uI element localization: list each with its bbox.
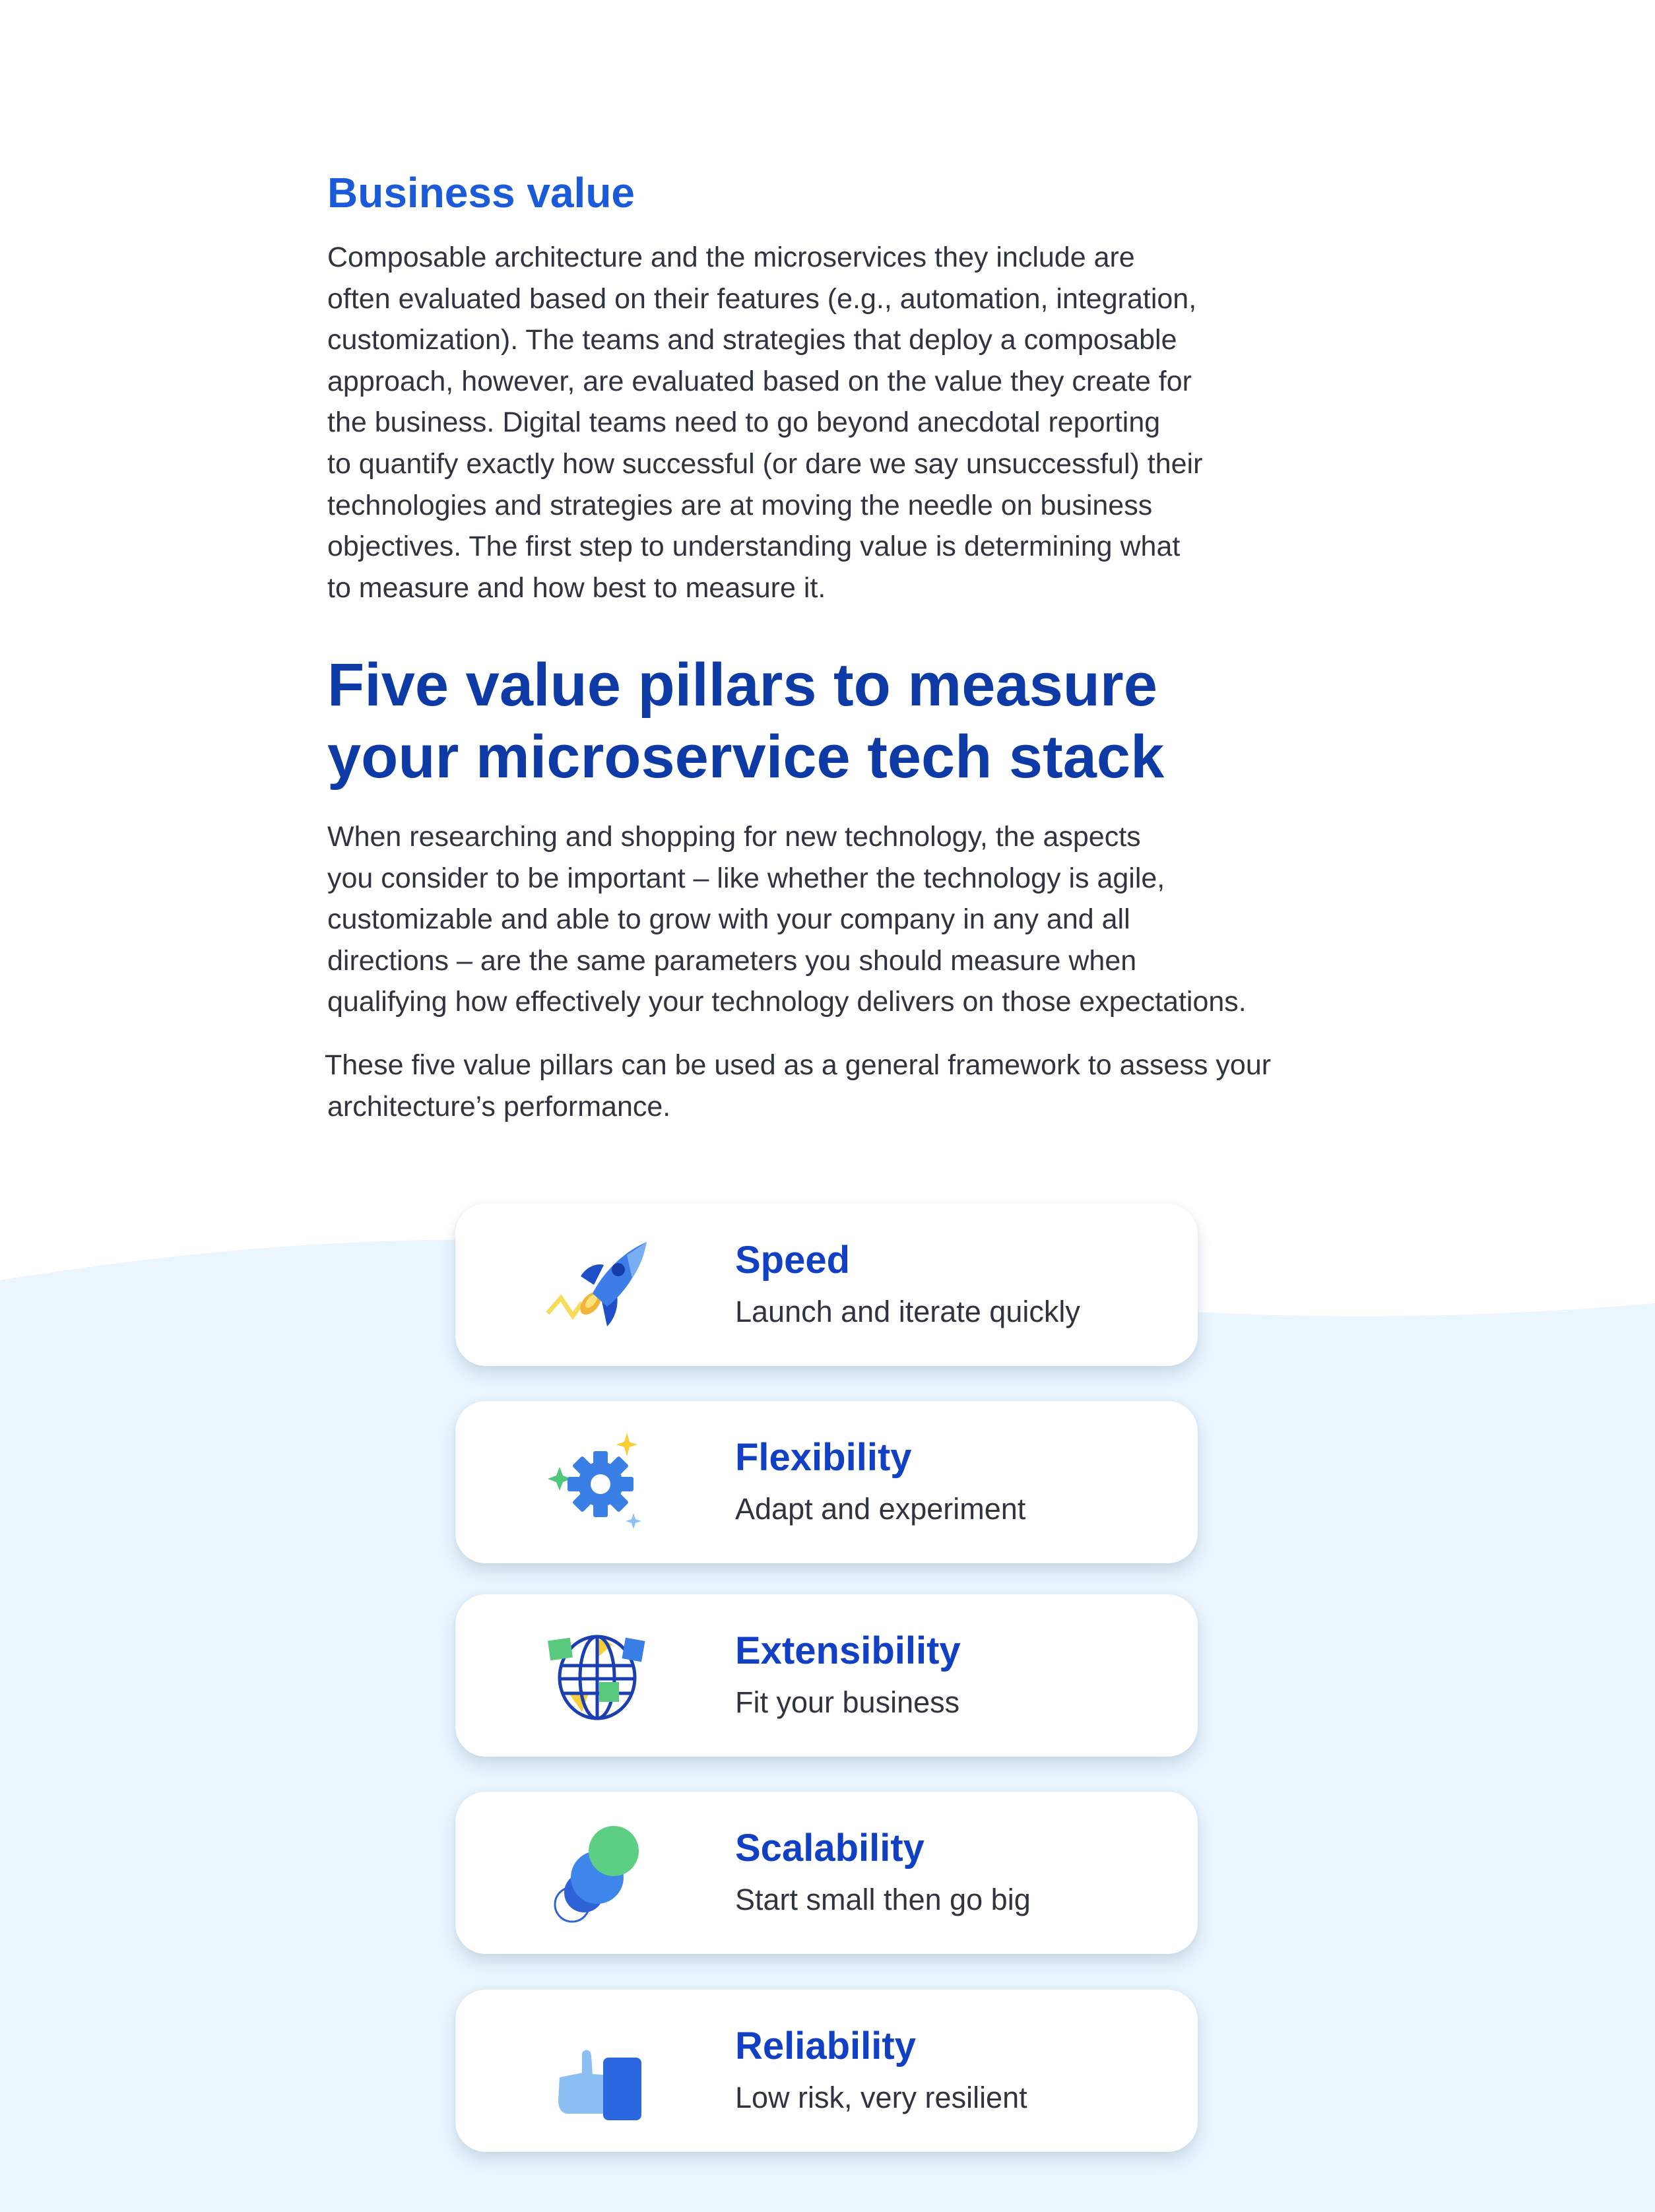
- pillars-intro-paragraph: [327, 816, 1247, 1023]
- business-value-heading: Business value: [327, 169, 635, 216]
- text-line: architecture’s performance.: [327, 1090, 671, 1122]
- text-line: customizable and able to grow with your company in any and all: [327, 903, 1130, 936]
- pillar-card-flexibility: [455, 1401, 1198, 1563]
- business-value-section: [327, 166, 635, 219]
- pillars-heading-line: your microservice tech stack: [327, 723, 1165, 791]
- text-line: These five value pillars can be used as a general framework to assess your: [325, 1049, 1272, 1081]
- pillar-title: Scalability: [735, 1827, 925, 1870]
- pillar-card-speed: [455, 1204, 1198, 1366]
- text-line: directions – are the same parameters you should measure when: [327, 944, 1137, 977]
- pillar-subtitle: Start small then go big: [735, 1883, 1031, 1916]
- pillar-card-extensibility: [455, 1594, 1198, 1757]
- text-line: qualifying how effectively your technology delivers on those expectations.: [327, 986, 1247, 1018]
- pillar-card-reliability: [455, 1990, 1198, 2152]
- text-line: the business. Digital teams need to go beyond anecdotal reporting: [327, 407, 1161, 439]
- text-line: to measure and how best to measure it.: [327, 571, 826, 604]
- pillar-subtitle: Adapt and experiment: [735, 1492, 1026, 1526]
- text-line: customization). The teams and strategies that deploy a composable: [327, 324, 1177, 356]
- pillar-title: Reliability: [735, 2025, 916, 2067]
- pillar-card-scalability: [455, 1792, 1198, 1954]
- text-line: objectives. The first step to understanding value is determining what: [327, 531, 1181, 563]
- pillar-title: Speed: [735, 1239, 851, 1282]
- text-line: technologies and strategies are at moving the needle on business: [327, 489, 1153, 521]
- pillar-title: Extensibility: [735, 1629, 961, 1672]
- text-line: When researching and shopping for new technology, the aspects: [327, 821, 1141, 853]
- circles-icon: [541, 1817, 653, 1929]
- pillars-heading: [327, 649, 1164, 793]
- globe-icon: [541, 1619, 653, 1732]
- text-line: Composable architecture and the microservices they include are: [327, 242, 1135, 273]
- text-line: you consider to be important – like whether the technology is agile,: [327, 862, 1165, 894]
- thumbs-up-icon: [541, 2015, 653, 2127]
- text-line: to quantify exactly how successful (or dare we say unsuccessful) their: [327, 447, 1203, 480]
- business-value-paragraph: [327, 237, 1202, 608]
- framework-paragraph: [325, 1045, 1271, 1127]
- pillars-heading-line: Five value pillars to measure: [327, 651, 1157, 719]
- pillar-subtitle: Launch and iterate quickly: [735, 1295, 1080, 1328]
- gear-icon: [541, 1426, 653, 1538]
- rocket-icon: [541, 1229, 653, 1341]
- pillar-subtitle: Low risk, very resilient: [735, 2081, 1027, 2114]
- pillar-subtitle: Fit your business: [735, 1685, 960, 1719]
- text-line: often evaluated based on their features (e.g., automation, integration,: [327, 282, 1197, 315]
- pillar-title: Flexibility: [735, 1436, 912, 1479]
- text-line: approach, however, are evaluated based on the value they create for: [327, 365, 1192, 397]
